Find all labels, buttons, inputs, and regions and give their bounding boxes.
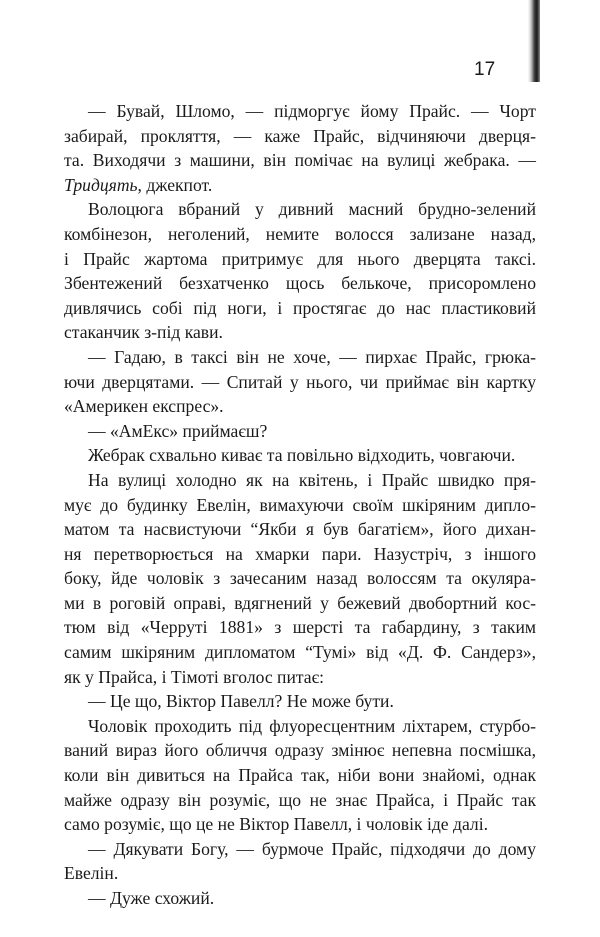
text-line: Волоцюга вбраний у дивний масний брудно-зелений bbox=[88, 199, 536, 220]
text-line: мує до будинку Евелін, вимахуючи своїм шкіряним дипло- bbox=[64, 494, 536, 515]
text-line bbox=[64, 173, 536, 198]
body-text bbox=[64, 99, 536, 911]
text-line: ня перетворюється на хмарки пари. Назустріч, з іншого bbox=[64, 543, 536, 564]
text-line: стаканчик з-під кави. bbox=[64, 322, 223, 343]
text-line: матом та насвистуючи “Якби я був багатієм», його дихан- bbox=[64, 519, 536, 540]
text-line: Евелін. bbox=[64, 863, 119, 884]
text-line: ми в роговій оправі, вдягнений у бежевий двобортний кос- bbox=[64, 592, 536, 613]
text-line: ючи дверцятами. — Спитай у нього, чи приймає він картку bbox=[64, 371, 536, 392]
text-line: коли він дивиться на Прайса так, ніби вони знайомі, однак bbox=[64, 765, 536, 786]
text-line: само розуміє, що це не Віктор Павелл, і чоловік іде далі. bbox=[64, 814, 488, 835]
italic-word: Тридцять bbox=[64, 174, 138, 195]
page-number: 17 bbox=[474, 59, 496, 80]
text-line: — Гадаю, в таксі він не хоче, — пирхає Прайс, грюка- bbox=[88, 346, 536, 367]
text-line: — «АмЕкс» приймаєш? bbox=[88, 420, 268, 441]
text-line: тюм від «Черруті 1881» з шерсті та габардину, з таким bbox=[64, 617, 536, 638]
text-line: ваний вираз його обличчя одразу змінює непевна посмішка, bbox=[64, 740, 536, 761]
text-line: Чоловік проходить під флуоресцентним ліхтарем, стурбо- bbox=[88, 715, 536, 736]
text-line: боку, йде чоловік з зачесаним назад волоссям та окуляра- bbox=[64, 568, 536, 589]
text-line: забирай, прокляття, — каже Прайс, відчиняючи дверця- bbox=[64, 125, 536, 146]
text-line: — Дуже схожий. bbox=[88, 888, 215, 908]
text-line: — Це що, Віктор Павелл? Не може бути. bbox=[88, 691, 394, 712]
text-line: Жебрак схвально киває та повільно відходить, човгаючи. bbox=[88, 445, 516, 466]
page-edge-shadow bbox=[528, 0, 540, 82]
text-line: На вулиці холодно як на квітень, і Прайс швидко пря- bbox=[88, 469, 536, 490]
text-fragment: , джекпот. bbox=[137, 174, 213, 195]
text-line: майже одразу він розуміє, що не знає Прайса, і Прайс так bbox=[64, 789, 536, 810]
text-line: — Дякувати Богу, — бурмоче Прайс, підходячи до дому bbox=[88, 838, 536, 859]
text-line: як у Прайса, і Тімоті вголос питає: bbox=[64, 666, 325, 687]
text-line: комбінезон, неголений, немите волосся зализане назад, bbox=[64, 223, 536, 244]
text-line: дивлячись собі під ноги, і простягає до нас пластиковий bbox=[64, 297, 536, 318]
text-line: та. Виходячи з машини, він помічає на вулиці жебрака. — bbox=[64, 150, 536, 171]
text-line: і Прайс жартома притримує для нього дверцята таксі. bbox=[64, 248, 536, 269]
text-line: Збентежений безхатченко щось белькоче, присоромлено bbox=[64, 273, 536, 294]
text-line: самим шкіряним дипломатом “Тумі» від «Д. Ф. Сандерз», bbox=[64, 642, 536, 663]
text-line: — Бувай, Шломо, — підморгує йому Прайс. — Чорт bbox=[88, 101, 536, 121]
text-line: «Америкен експрес». bbox=[64, 396, 224, 417]
